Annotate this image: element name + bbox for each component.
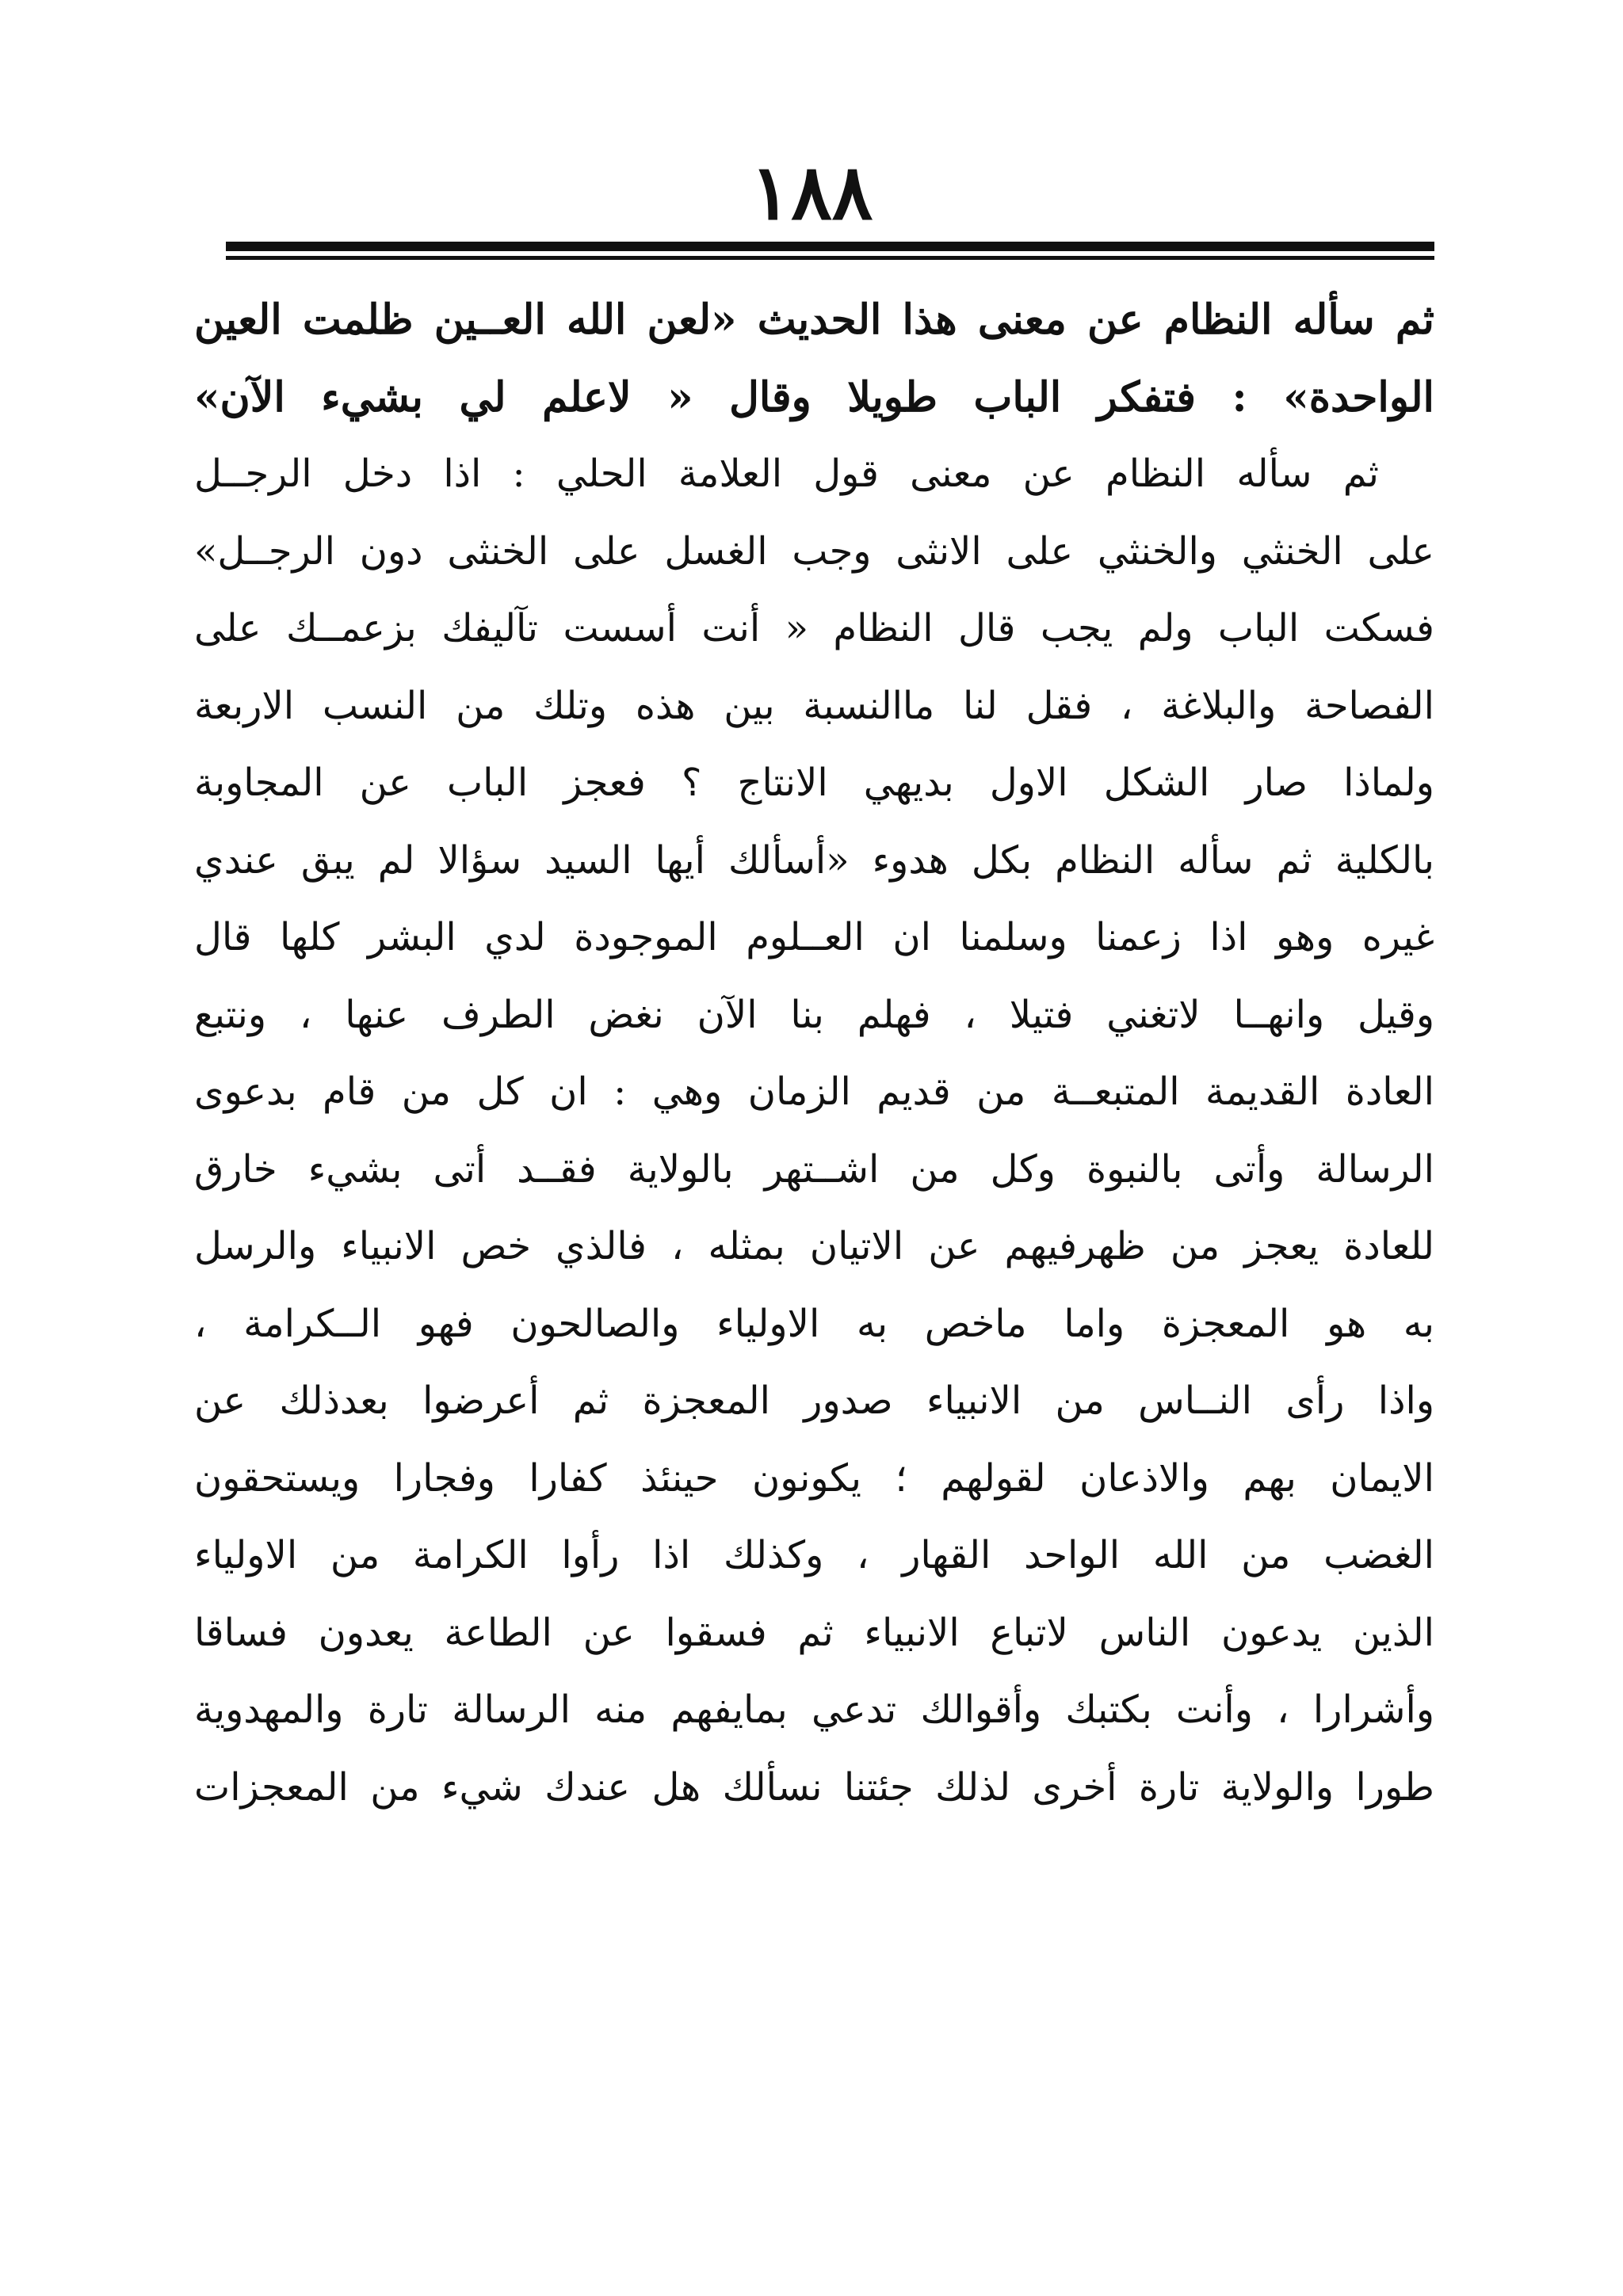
header-rule-thick xyxy=(226,242,1434,251)
body-text xyxy=(194,281,1434,1826)
header-rule xyxy=(226,242,1434,265)
text-line: الفصاحة والبلاغة ، فقل لنا ماالنسبة بين هذه وتلك من النسب الاربعة xyxy=(194,683,1434,728)
text-line: العادة القديمة المتبعــة من قديم الزمان وهي : ان كل من قام بدعوى xyxy=(194,1070,1434,1114)
text-line: الذين يدعون الناس لاتباع الانبياء ثم فسقوا عن الطاعة يعدون فساقا xyxy=(194,1610,1434,1655)
text-line: وأشرارا ، وأنت بكتبك وأقوالك تدعي بمايفهم منه الرسالة تارة والمهدوية xyxy=(194,1688,1434,1732)
text-line: طورا والولاية تارة أخرى لذلك جئتنا نسألك هل عندك شيء من المعجزات xyxy=(194,1764,1434,1810)
text-line: بالكلية ثم سأله النظام بكل هدوء «أسألك أيها السيد سؤالا لم يبق عندي xyxy=(194,837,1434,883)
text-line: فسكت الباب ولم يجب قال النظام « أنت أسست تآليفك بزعمــك على xyxy=(194,606,1434,650)
text-line: على الخنثي والخنثي على الانثى وجب الغسل على الخنثى دون الرجــل» xyxy=(194,528,1434,574)
text-line: غيره وهو اذا زعمنا وسلمنا ان العــلوم الموجودة لدي البشر كلها قال xyxy=(194,915,1434,959)
text-line: وقيل وانهــا لاتغني فتيلا ، فهلم بنا الآن نغض الطرف عنها ، ونتبع xyxy=(194,992,1434,1037)
text-line: واذا رأى النــاس من الانبياء صدور المعجزة ثم أعرضوا بعدذلك عن xyxy=(194,1379,1434,1423)
text-line: به هو المعجزة واما ماخص به الاولياء والصالحون فهو الــكرامة ، xyxy=(194,1301,1434,1346)
page-number: ١٨٨ xyxy=(750,147,873,237)
text-line: للعادة يعجز من ظهرفيهم عن الاتيان بمثله ، فالذي خص الانبياء والرسل xyxy=(194,1224,1434,1268)
text-line: الايمان بهم والاذعان لقولهم ؛ يكونون حينئذ كفارا وفجارا ويستحقون xyxy=(194,1455,1434,1501)
text-line: ثم سأله النظام عن معنى قول العلامة الحلي : اذا دخل الرجــل xyxy=(194,452,1379,496)
text-line: الرسالة وأتى بالنبوة وكل من اشــتهر بالولاية فقــد أتى بشيء خارق xyxy=(194,1146,1434,1192)
text-line: ولماذا صار الشكل الاول بديهي الانتاج ؟ فعجز الباب عن المجاوبة xyxy=(194,761,1434,805)
text-line: الغضب من الله الواحد القهار ، وكذلك اذا رأوا الكرامة من الاولياء xyxy=(194,1533,1434,1577)
text-line: الواحدة» : فتفكر الباب طويلا وقال « لاعلم لي بشيء الآن» xyxy=(194,372,1434,421)
text-line: ثم سأله النظام عن معنى هذا الحديث «لعن الله العــين ظلمت العين xyxy=(194,296,1434,344)
header-rule-thin xyxy=(226,256,1434,260)
